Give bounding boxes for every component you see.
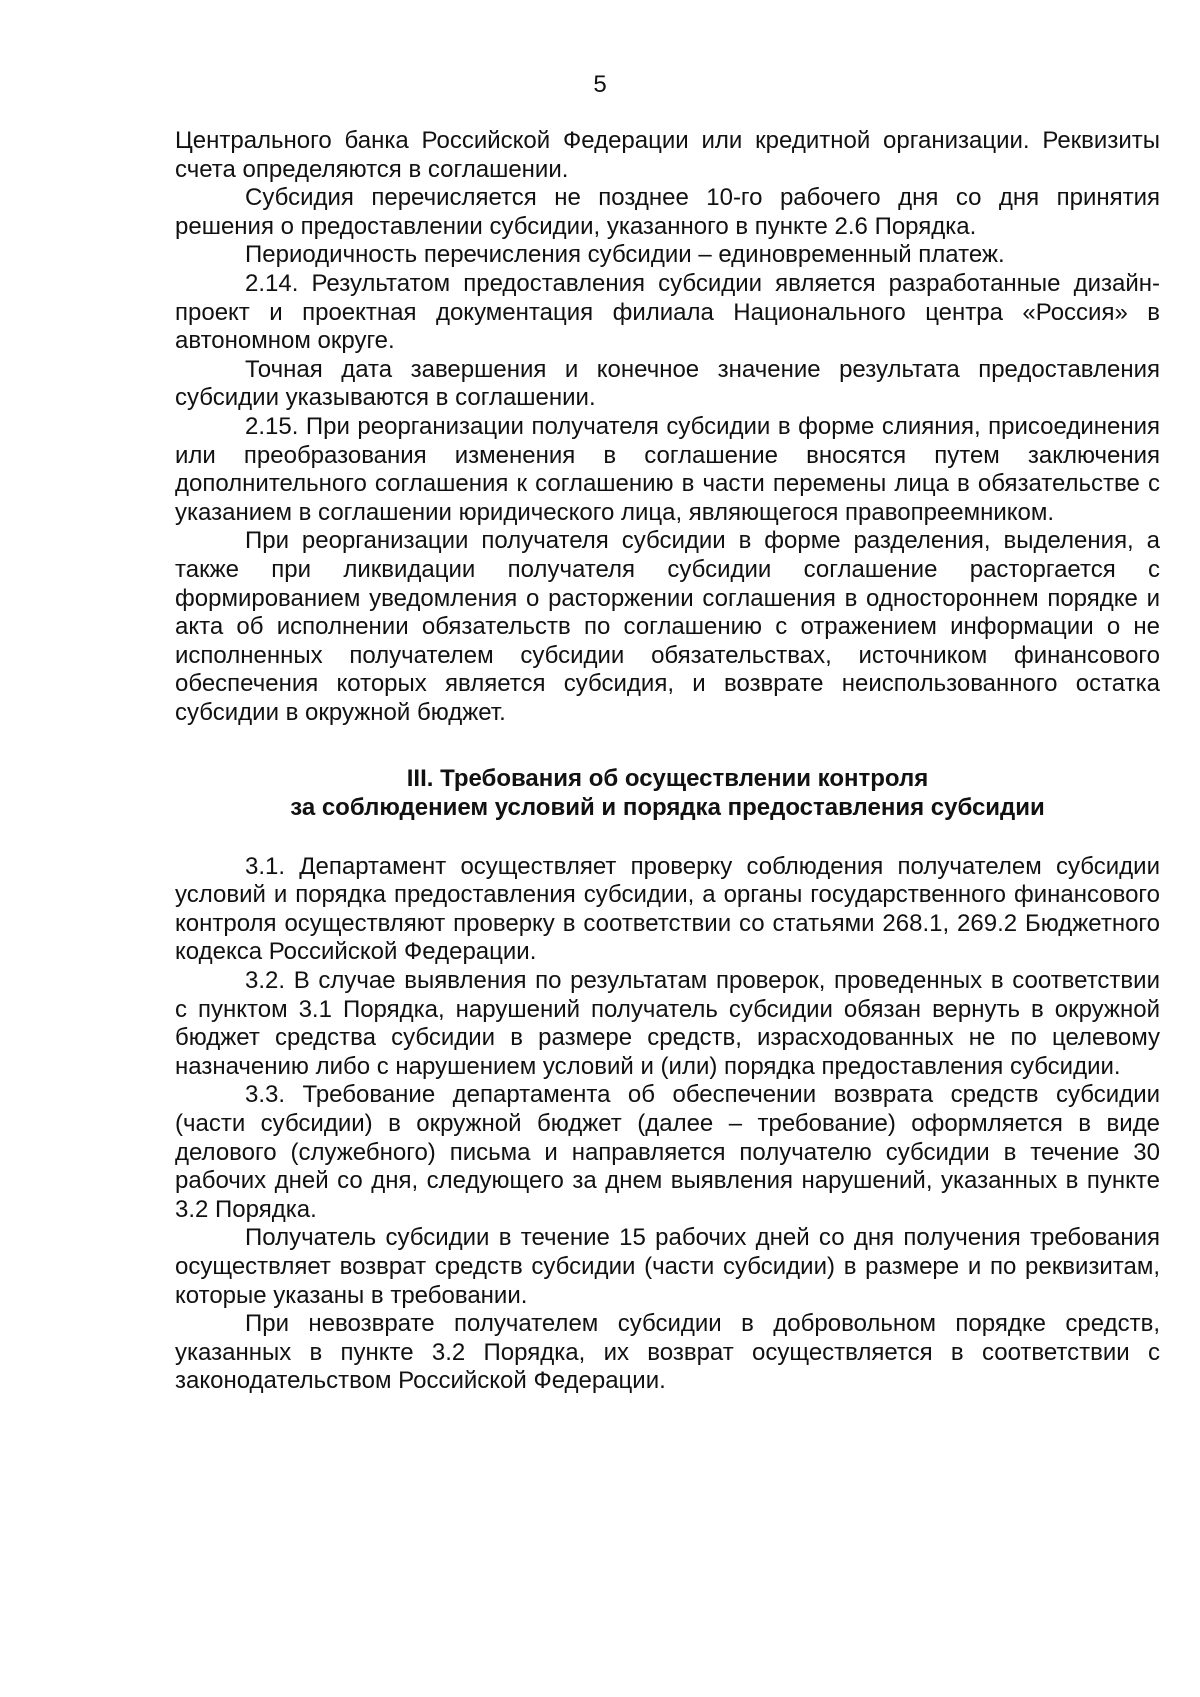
paragraph-continuation: Центрального банка Российской Федерации или кредитной организации. Реквизиты счета определяются в соглашении. xyxy=(175,127,1160,183)
section-heading-line-1: III. Требования об осуществлении контроля xyxy=(406,765,929,793)
paragraph-2-14: 2.14. Результатом предоставления субсидии является разработанные дизайн-проект и проектная документация филиала Национального центра «Россия» в автономном округе. xyxy=(175,269,1160,355)
paragraph-refund-term: Получатель субсидии в течение 15 рабочих дней со дня получения требования осуществляет возврат средств субсидии (части субсидии) в размере и по реквизитам, которые указаны в требовании. xyxy=(175,1224,1160,1309)
document-body xyxy=(175,127,1160,1396)
paragraph-3-3: 3.3. Требование департамента об обеспечении возврата средств субсидии (части субсидии) в окружной бюджет (далее – требование) оформляется в виде делового (служебного) письма и направляется получателю субсидии в течение 30 рабочих дней со дня, следующего за днем выявления нарушений, указанных в пункте 3.2 Порядка. xyxy=(175,1081,1160,1223)
paragraph-3-2: 3.2. В случае выявления по результатам проверок, проведенных в соответствии с пунктом 3.1 Порядка, нарушений получатель субсидии обязан вернуть в окружной бюджет средства субсидии в размере средств, израсходованных не по целевому назначению либо с нарушением условий и (или) порядка предоставления субсидии. xyxy=(175,967,1160,1080)
section-heading-line-2: за соблюдением условий и порядка предоставления субсидии xyxy=(290,794,1045,822)
paragraph-subsidy-transfer-term: Субсидия перечисляется не позднее 10-го рабочего дня со дня принятия решения о предоставлении субсидии, указанного в пункте 2.6 Порядка. xyxy=(175,184,1160,240)
paragraph-2-15: 2.15. При реорганизации получателя субсидии в форме слияния, присоединения или преобразования изменения в соглашение вносятся путем заключения дополнительного соглашения к соглашению в части перемены лица в обязательстве с указанием в соглашении юридического лица, являющегося правопреемником. xyxy=(175,412,1160,526)
page-number: 5 xyxy=(593,71,607,98)
paragraph-3-1: 3.1. Департамент осуществляет проверку соблюдения получателем субсидии условий и порядка предоставления субсидии, а органы государственного финансового контроля осуществляют проверку в соответствии со статьями 268.1, 269.2 Бюджетного кодекса Российской Федерации. xyxy=(175,852,1160,966)
paragraph-non-voluntary-refund: При невозврате получателем субсидии в добровольном порядке средств, указанных в пункте 3.2 Порядка, их возврат осуществляется в соответствии с законодательством Российской Федерации. xyxy=(175,1310,1160,1395)
paragraph-transfer-periodicity: Периодичность перечисления субсидии – единовременный платеж. xyxy=(245,241,1005,269)
paragraph-result-date: Точная дата завершения и конечное значение результата предоставления субсидии указываются в соглашении. xyxy=(175,355,1160,412)
section-heading xyxy=(175,765,1160,822)
paragraph-reorganization-termination: При реорганизации получателя субсидии в форме разделения, выделения, а также при ликвидации получателя субсидии соглашение расторгается с формированием уведомления о расторжении соглашения в одностороннем порядке и акта об исполнении обязательств по соглашению с отражением информации о не исполненных получателем субсидии обязательствах, источником финансового обеспечения которых является субсидия, и возврате неиспользованного остатка субсидии в окружной бюджет. xyxy=(175,527,1160,726)
